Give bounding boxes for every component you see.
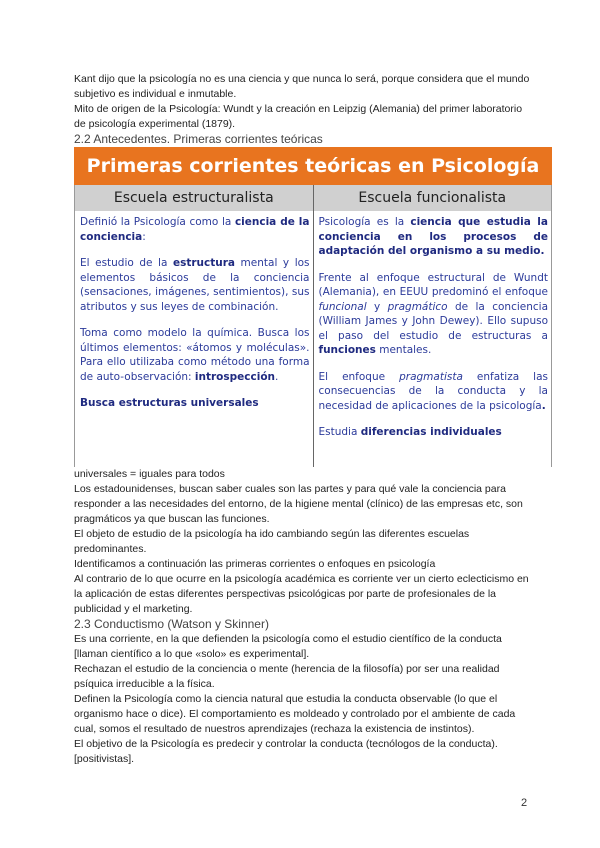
functionalist-header: Escuela funcionalista	[314, 185, 552, 211]
paragraph-definen: Definen la Psicología como la ciencia natural que estudia la conducta observable (lo que el organismo hace o dice). El comportamiento es moldeado y controlado por el ambiente de cada cual, somos el resultado de nuestros aprendizajes (rechaza la existencia de instintos).	[74, 693, 516, 735]
theories-figure	[74, 147, 552, 467]
intro-paragraph-kant: Kant dijo que la psicología no es una ciencia y que nunca lo será, porque considera que el mundo subjetivo es individual e inmutable.	[74, 73, 530, 100]
structuralist-header: Escuela estructuralista	[75, 185, 313, 211]
section-heading-conductismo: 2.3 Conductismo (Watson y Skinner)	[74, 617, 269, 631]
paragraph-objeto-estudio: El objeto de estudio de la psicología ha ido cambiando según las diferentes escuelas predominantes.	[74, 528, 470, 555]
paragraph-estadounidenses: Los estadounidenses, buscan saber cuales son las partes y para qué vale la conciencia para responder a las necesidades del entorno, de la higiene mental (clínico) de las empresas etc, son pragmáticos ya que buscan las funciones.	[74, 483, 523, 525]
document-body	[74, 72, 549, 767]
intro-paragraph-wundt: Mito de origen de la Psicología: Wundt y la creación en Leipzig (Alemania) del primer laboratorio de psicología experimental (1879).	[74, 103, 523, 130]
functionalist-pragmatism: El enfoque pragmatista enfatiza las consecuencias de la conducta y la necesidad de aplicaciones de la psicología.	[318, 370, 548, 412]
functionalist-column	[313, 185, 552, 467]
paragraph-rechazan: Rechazan el estudio de la conciencia o mente (herencia de la filosofía) por ser una realidad psíquica irreducible a la física.	[74, 663, 500, 690]
section-heading-antecedentes: 2.2 Antecedentes. Primeras corrientes teóricas	[74, 132, 323, 146]
paragraph-corriente: Es una corriente, en la que defienden la psicología como el estudio científico de la conducta [llaman científico a lo que «solo» es experimental].	[74, 633, 502, 660]
functionalist-context: Frente al enfoque estructural de Wundt (Alemania), en EEUU predominó el enfoque funcional y pragmático de la conciencia (William James y John Dewey). Ello supuso el paso del estudio de estructuras a funciones mentales.	[318, 271, 549, 356]
structuralist-study: El estudio de la estructura mental y los elementos básicos de la conciencia (sensaciones, imágenes, sentimientos), sus atributos y sus leyes de combinación.	[80, 257, 310, 313]
paragraph-eclecticismo: Al contrario de lo que ocurre en la psicología académica es corriente ver un cierto eclecticismo en la aplicación de estas diferentes perspectivas psicológicas por parte de profesionales de la publicidad y el marketing.	[74, 573, 529, 615]
structuralist-summary: Busca estructuras universales	[80, 397, 259, 409]
structuralist-column	[75, 185, 313, 467]
figure-title: Primeras corrientes teóricas en Psicología	[74, 147, 552, 185]
page-number: 2	[521, 797, 528, 809]
paragraph-universales: universales = iguales para todos	[74, 468, 225, 480]
functionalist-definition: Psicología es la ciencia que estudia la conciencia en los procesos de adaptación del organismo a su medio.	[318, 216, 548, 257]
functionalist-summary: Estudia diferencias individuales	[318, 426, 502, 438]
paragraph-objetivo: El objetivo de la Psicología es predecir y controlar la conducta (tecnólogos de la conducta). [positivistas].	[74, 738, 498, 765]
paragraph-identificamos: Identificamos a continuación las primeras corrientes o enfoques en psicología	[74, 558, 436, 570]
structuralist-definition: Definió la Psicología como la ciencia de la conciencia:	[80, 216, 310, 243]
structuralist-method: Toma como modelo la química. Busca los últimos elementos: «átomos y moléculas». Para ello utilizaba como método una forma de auto-observación: introspección.	[80, 327, 310, 383]
